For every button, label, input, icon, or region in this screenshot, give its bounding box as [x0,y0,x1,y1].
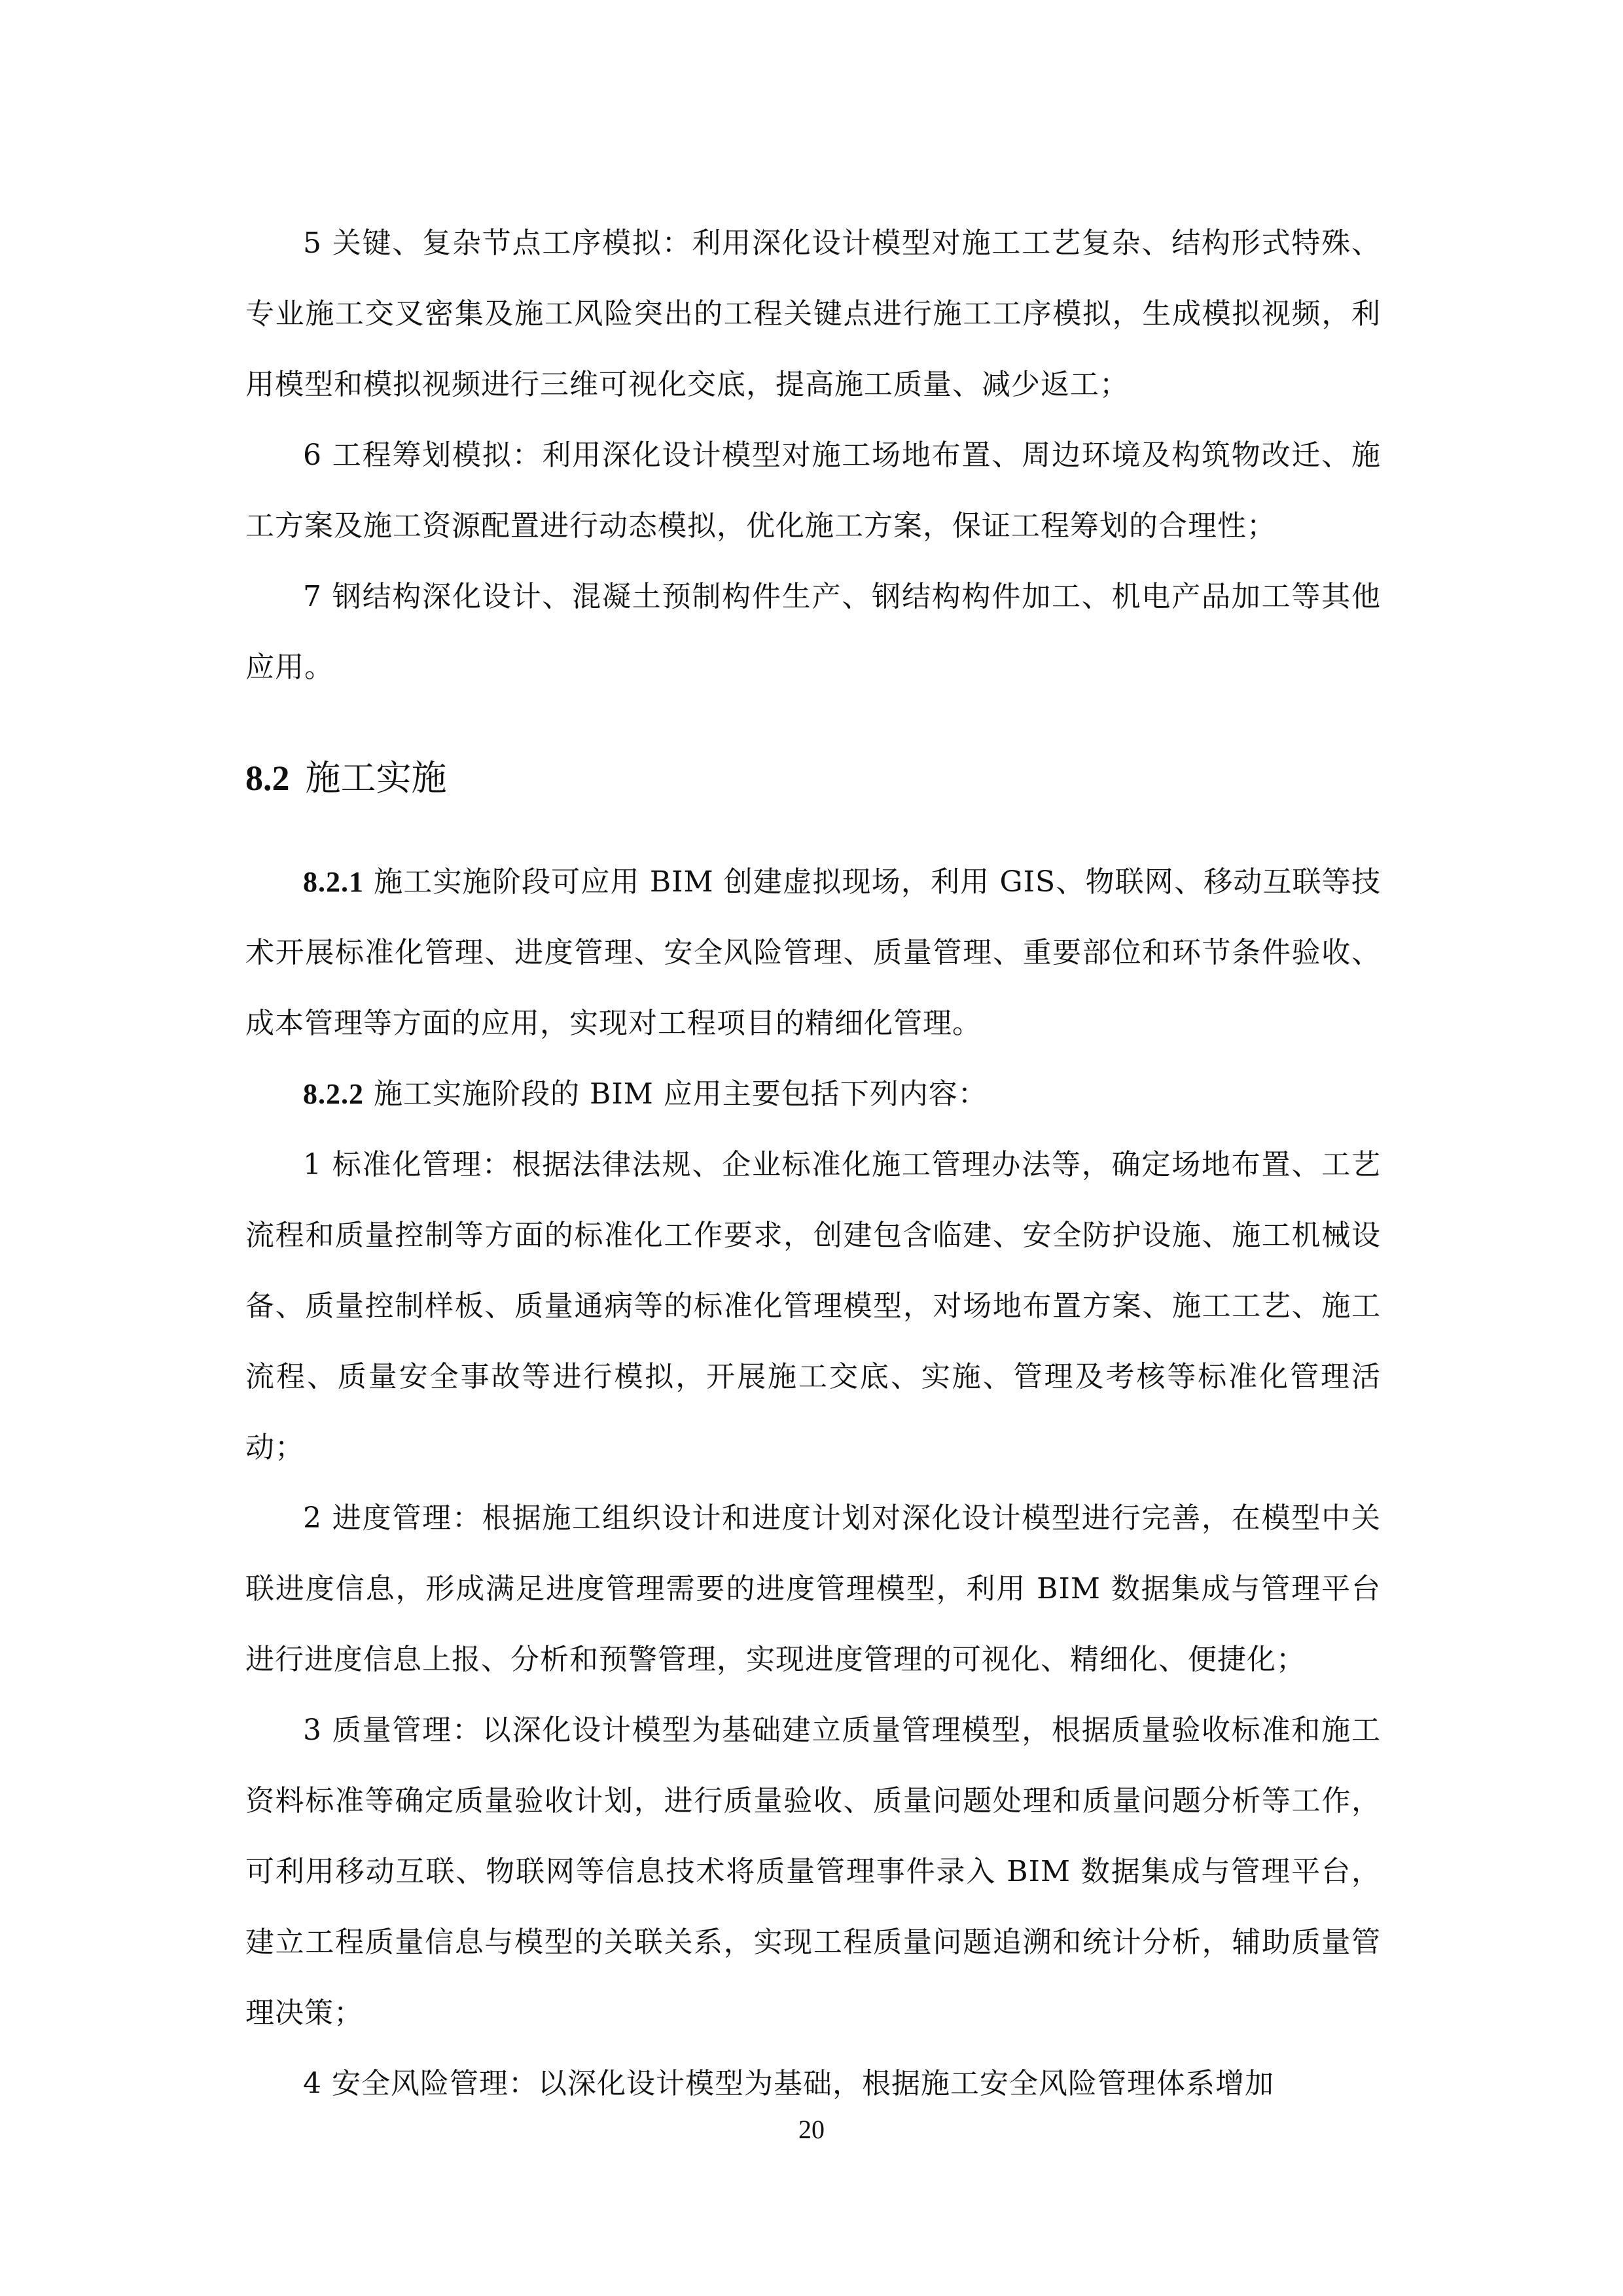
clause-number: 8.2.1 [303,866,364,898]
document-body [245,208,1381,2119]
list-item: 7 钢结构深化设计、混凝土预制构件生产、钢结构构件加工、机电产品加工等其他应用。 [245,580,1381,684]
list-item: 3 质量管理：以深化设计模型为基础建立质量管理模型，根据质量验收标准和施工资料标准等确定质量验收计划，进行质量验收、质量问题处理和质量问题分析等工作，可利用移动互联、物联网等信息技术将质量管理事件录入 BIM 数据集成与管理平台，建立工程质量信息与模型的关联关系，实现工程质量问题追溯和统计分析，辅助质量管理决策； [245,1713,1381,2030]
list-item: 2 进度管理：根据施工组织设计和进度计划对深化设计模型进行完善，在模型中关联进度信息，形成满足进度管理需要的进度管理模型，利用 BIM 数据集成与管理平台进行进度信息上报、分析和预警管理，实现进度管理的可视化、精细化、便捷化； [245,1501,1381,1676]
list-item: 4 安全风险管理：以深化设计模型为基础，根据施工安全风险管理体系增加 [303,2067,1274,2100]
page-number: 20 [798,2115,825,2144]
clause-text: 施工实施阶段的 BIM 应用主要包括下列内容： [374,1077,988,1111]
clause-paragraph [245,1059,1381,1130]
list-item: 6 工程筹划模拟：利用深化设计模型对施工场地布置、周边环境及构筑物改迁、施工方案及施工资源配置进行动态模拟，优化施工方案，保证工程筹划的合理性； [245,439,1381,543]
clause-text: 施工实施阶段可应用 BIM 创建虚拟现场，利用 GIS、物联网、移动互联等技术开展标准化管理、进度管理、安全风险管理、质量管理、重要部位和环节条件验收、成本管理等方面的应用，实现对工程项目的精细化管理。 [245,865,1381,1040]
clause-paragraph [245,847,1381,1059]
list-item: 1 标准化管理：根据法律法规、企业标准化施工管理办法等，确定场地布置、工艺流程和质量控制等方面的标准化工作要求，创建包含临建、安全防护设施、施工机械设备、质量控制样板、质量通病等的标准化管理模型，对场地布置方案、施工工艺、施工流程、质量安全事故等进行模拟，开展施工交底、实施、管理及考核等标准化管理活动； [245,1148,1381,1464]
section-heading [245,749,1381,808]
section-number: 8.2 [245,759,290,798]
clause-number: 8.2.2 [303,1078,364,1110]
list-item: 5 关键、复杂节点工序模拟：利用深化设计模型对施工工艺复杂、结构形式特殊、专业施工交叉密集及施工风险突出的工程关键点进行施工工序模拟，生成模拟视频，利用模型和模拟视频进行三维可视化交底，提高施工质量、减少返工； [245,226,1381,401]
section-title: 施工实施 [305,757,447,798]
